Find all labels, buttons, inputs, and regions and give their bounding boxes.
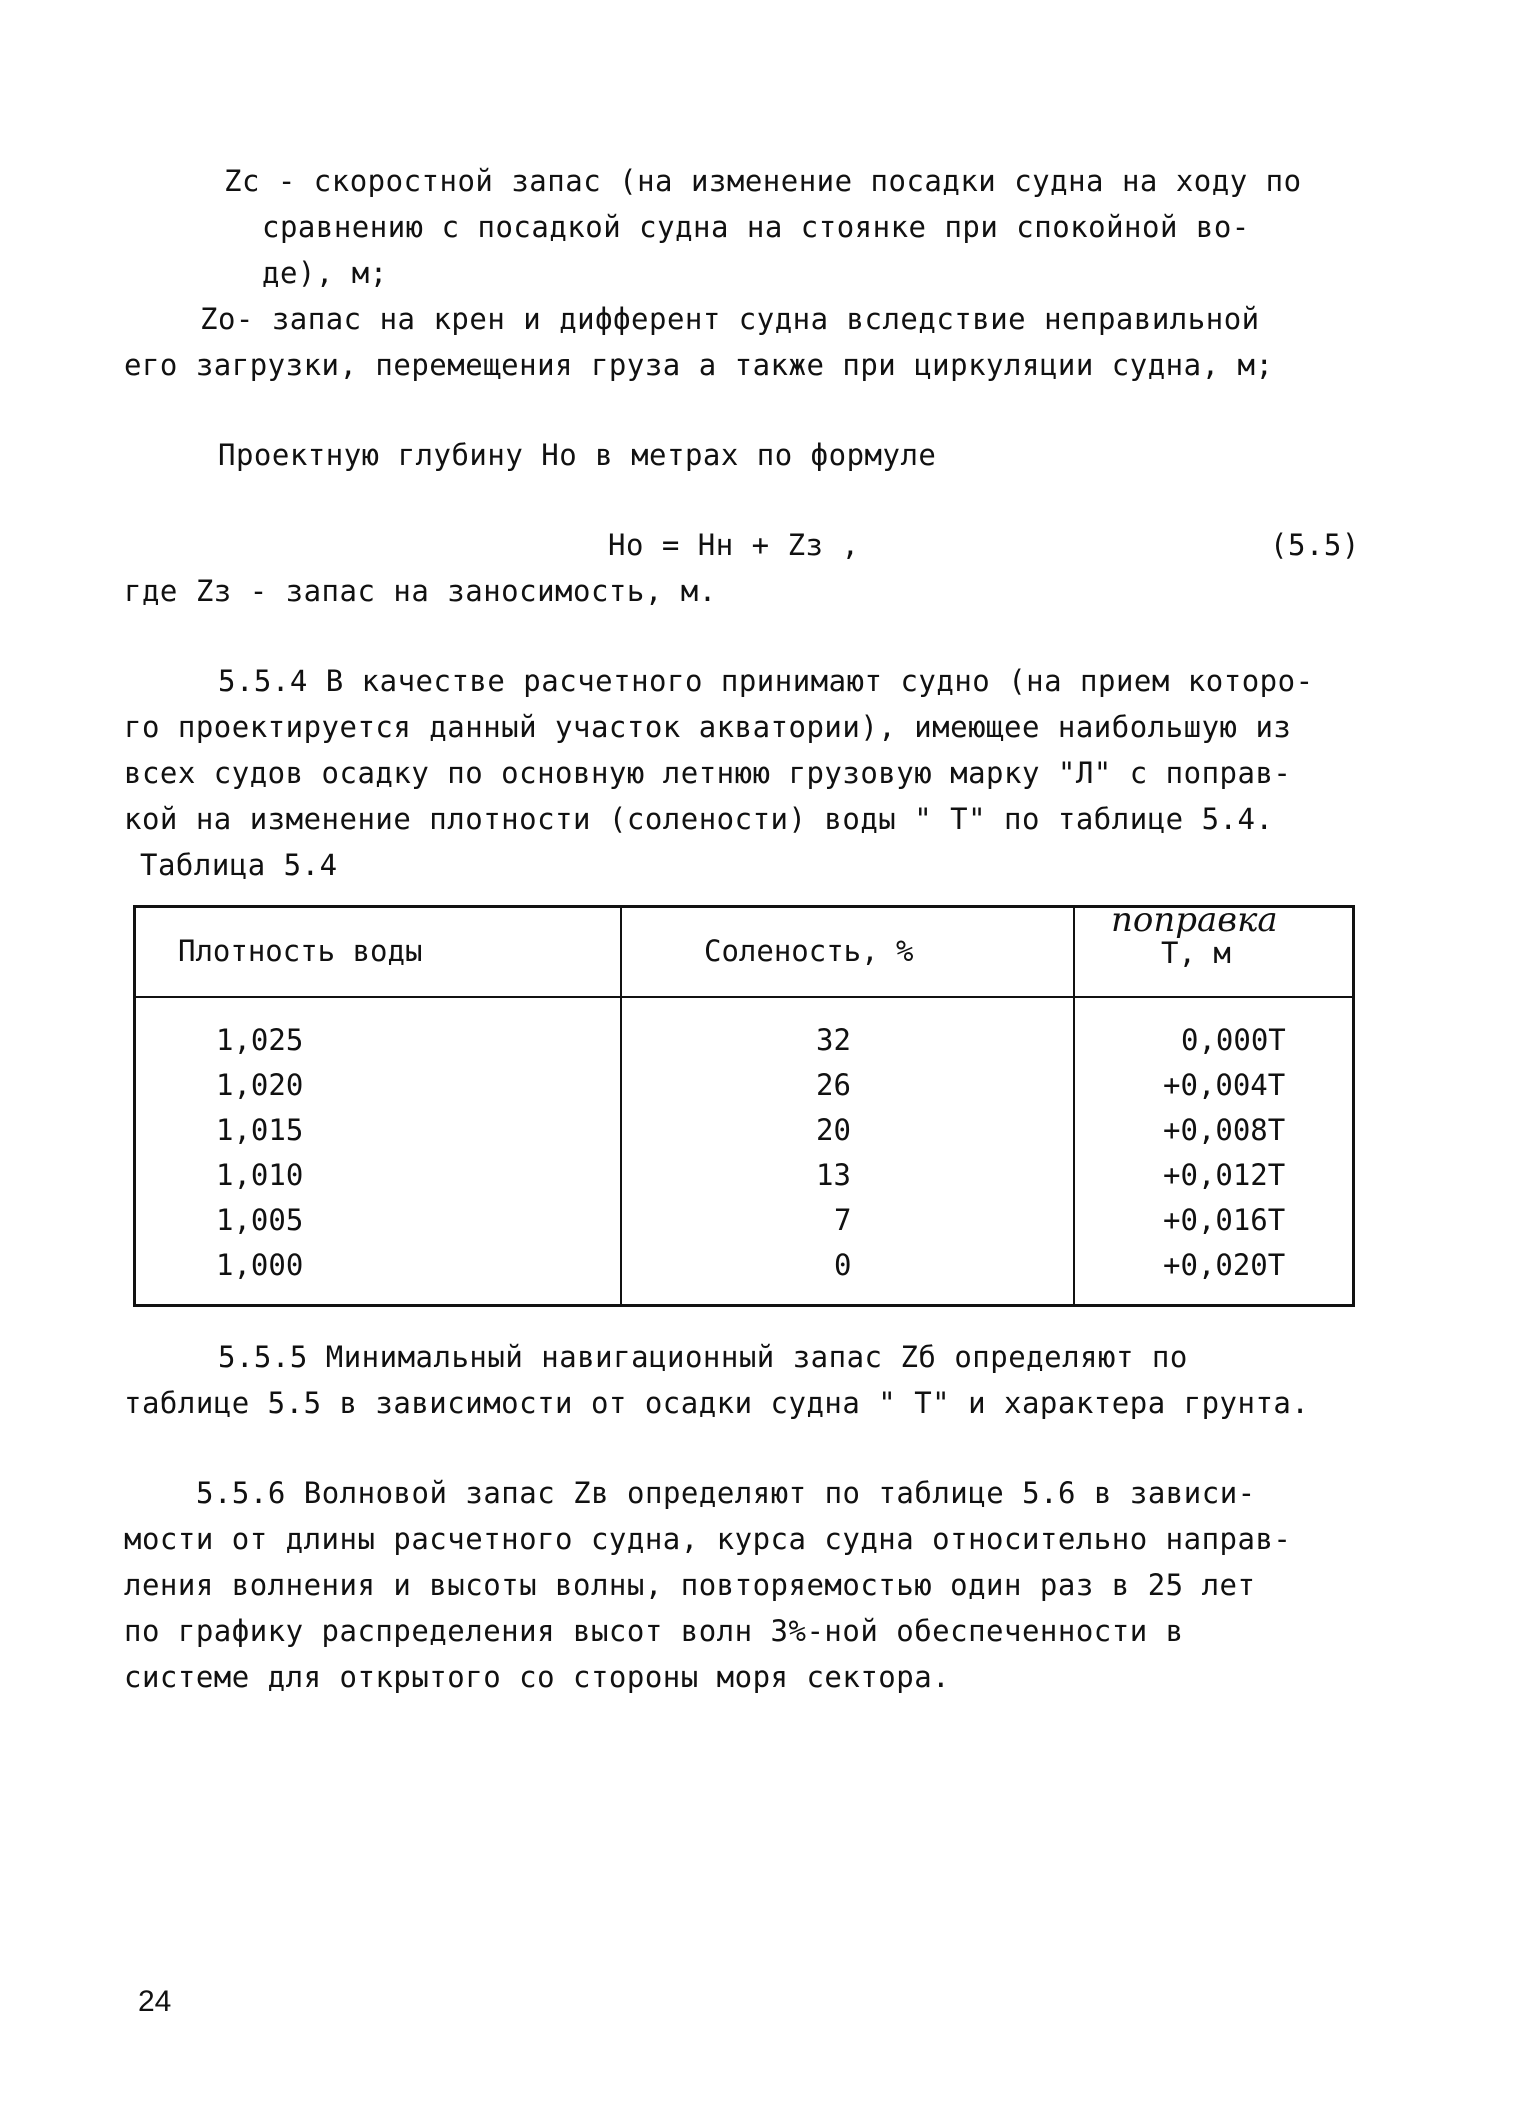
- table-cell: 1,005: [216, 1203, 304, 1237]
- table-header: Соленость, %: [704, 934, 914, 968]
- table-cell: 7: [834, 1203, 852, 1237]
- text-line: 5.5.6 Волновой запас Zв определяют по таблице 5.6 в зависи-: [196, 1476, 1256, 1510]
- formula-number: (5.5): [1270, 528, 1360, 562]
- table-caption: Таблица 5.4: [140, 848, 338, 882]
- text-line: 5.5.5 Минимальный навигационный запас Zб определяют по: [218, 1340, 1188, 1374]
- handwritten-header: поправка: [1111, 900, 1278, 940]
- text-line: Zc - скоростной запас (на изменение посадки судна на ходу по: [224, 164, 1302, 198]
- table-cell: 32: [816, 1023, 851, 1057]
- table-header: Т, м: [1161, 936, 1231, 970]
- text-line: таблице 5.5 в зависимости от осадки судна " Т" и характера грунта.: [124, 1386, 1310, 1420]
- table-cell: +0,008Т: [1163, 1113, 1286, 1147]
- table-cell: 1,025: [216, 1023, 304, 1057]
- density-table: [133, 900, 1355, 1307]
- table-cell: 1,010: [216, 1158, 304, 1192]
- text-line: де), м;: [262, 256, 388, 290]
- table-header: Плотность воды: [178, 934, 423, 968]
- text-line: 5.5.4 В качестве расчетного принимают судно (на прием которо-: [218, 664, 1314, 698]
- text-line: системе для открытого со стороны моря сектора.: [124, 1660, 951, 1694]
- text-line: го проектируется данный участок акватории), имеющее наибольшую из: [124, 710, 1292, 744]
- text-line: всех судов осадку по основную летнюю грузовую марку "Л" с поправ-: [124, 756, 1292, 790]
- text-line: сравнению с посадкой судна на стоянке при спокойной во-: [262, 210, 1250, 244]
- text-line: по графику распределения высот волн 3%-ной обеспеченности в: [124, 1614, 1184, 1648]
- table-cell: 1,020: [216, 1068, 304, 1102]
- table-cell: +0,016Т: [1163, 1203, 1286, 1237]
- page-number: 24: [138, 1985, 172, 2018]
- table-cell: +0,012Т: [1163, 1158, 1286, 1192]
- table-cell: 0: [834, 1248, 852, 1282]
- text-line: его загрузки, перемещения груза а также при циркуляции судна, м;: [124, 348, 1274, 382]
- table-cell: 1,015: [216, 1113, 304, 1147]
- text-line: ления волнения и высоты волны, повторяемостью один раз в 25 лет: [124, 1568, 1256, 1602]
- table-cell: 20: [816, 1113, 851, 1147]
- text-line: где Zз - запас на заносимость, м.: [124, 574, 717, 608]
- text-line: Zo- запас на крен и дифферент судна вследствие неправильной: [200, 302, 1260, 336]
- table-cell: 13: [816, 1158, 851, 1192]
- table-cell: +0,004Т: [1163, 1068, 1286, 1102]
- table-cell: 26: [816, 1068, 851, 1102]
- formula: Но = Нн + Zз ,: [608, 528, 860, 562]
- text-line: Проектную глубину Но в метрах по формуле: [218, 438, 937, 472]
- text-line: кой на изменение плотности (солености) воды " Т" по таблице 5.4.: [124, 802, 1274, 836]
- table-cell: +0,020Т: [1163, 1248, 1286, 1282]
- table-cell: 1,000: [216, 1248, 304, 1282]
- table-cell: 0,000Т: [1181, 1023, 1286, 1057]
- text-line: мости от длины расчетного судна, курса судна относительно направ-: [124, 1522, 1292, 1556]
